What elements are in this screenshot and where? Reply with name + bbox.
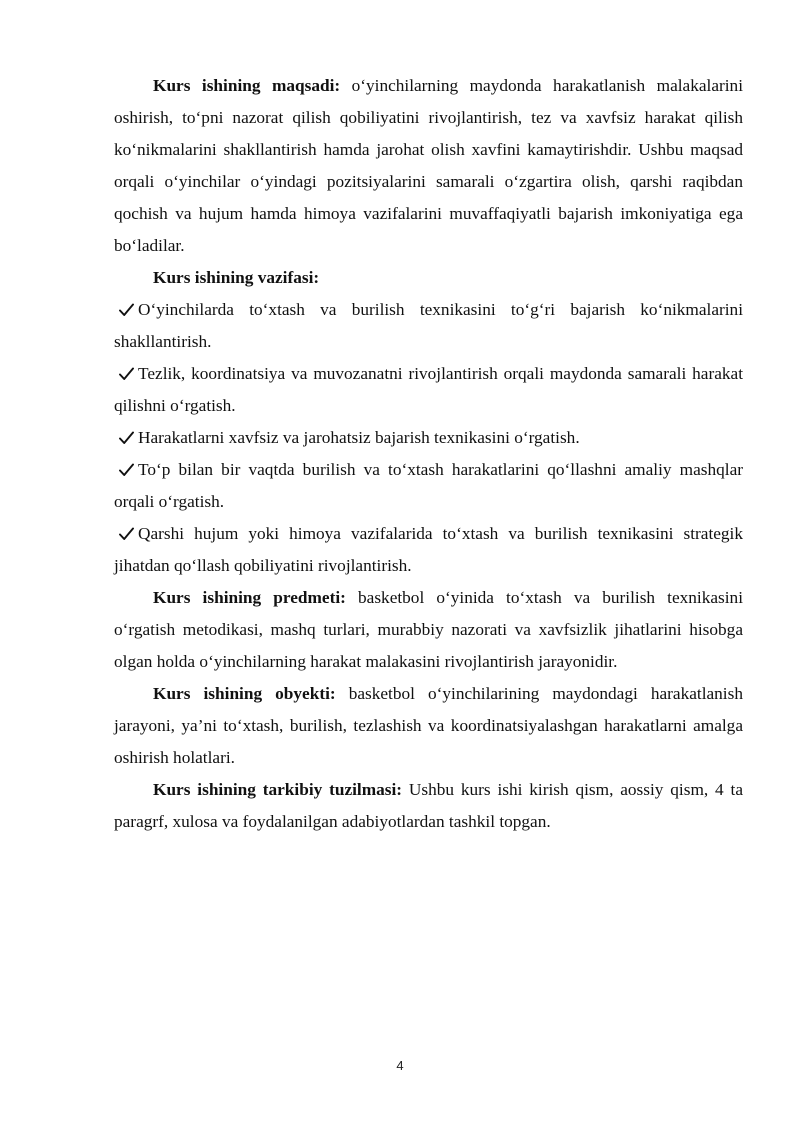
text-maqsadi: o‘yinchilarning maydonda harakatlanish malakalarini oshirish, to‘pni nazorat qilish qobiliyatini rivojlantirish, tez va xavfsiz harakat qilish ko‘nikmalarini shakllantirish hamda jarohat olish xavfini kamaytirishdir. Ushbu maqsad orqali o‘yinchilar o‘yindagi pozitsiyalarini samarali o‘zgartira olish, qarshi raqibdan qochish va hujum hamda himoya vazifalarini muvaffaqiyatli bajarish imkoniyatiga ega bo‘ladilar. bbox=[114, 76, 743, 255]
task-item bbox=[114, 294, 743, 358]
task-item bbox=[114, 422, 743, 454]
document-page bbox=[114, 70, 743, 838]
paragraph-predmeti bbox=[114, 582, 743, 678]
checkmark-icon bbox=[119, 422, 135, 454]
checkmark-icon bbox=[119, 358, 135, 390]
task-item bbox=[114, 454, 743, 518]
page-number: 4 bbox=[396, 1058, 404, 1073]
label-vazifasi: Kurs ishining vazifasi: bbox=[153, 268, 320, 287]
task-text: Qarshi hujum yoki himoya vazifalarida to‘xtash va burilish texnikasini strategik jihatdan qo‘llash qobiliyatini rivojlantirish. bbox=[114, 524, 743, 575]
label-maqsadi: Kurs ishining maqsadi: bbox=[153, 76, 341, 95]
task-item bbox=[114, 518, 743, 582]
label-predmeti: Kurs ishining predmeti: bbox=[153, 588, 346, 607]
task-item bbox=[114, 358, 743, 422]
label-obyekti: Kurs ishining obyekti: bbox=[153, 684, 336, 703]
checkmark-icon bbox=[119, 518, 135, 550]
checkmark-icon bbox=[119, 454, 135, 486]
task-text: Tezlik, koordinatsiya va muvozanatni rivojlantirish orqali maydonda samarali harakat qilishni o‘rgatish. bbox=[114, 364, 743, 415]
text-predmeti: basketbol o‘yinida to‘xtash va burilish texnikasini o‘rgatish metodikasi, mashq turlari, murabbiy nazorati va xavfsizlik jihatlarini hisobga olgan holda o‘yinchilarning harakat malakasini rivojlantirish jarayonidir. bbox=[114, 588, 743, 671]
task-text: Harakatlarni xavfsiz va jarohatsiz bajarish texnikasini o‘rgatish. bbox=[138, 428, 580, 447]
text-tuzilmasi: Ushbu kurs ishi kirish qism, aossiy qism, 4 ta paragrf, xulosa va foydalanilgan adabiyotlardan tashkil topgan. bbox=[114, 780, 744, 831]
task-text: To‘p bilan bir vaqtda burilish va to‘xtash harakatlarini qo‘llashni amaliy mashqlar orqali o‘rgatish. bbox=[114, 460, 743, 511]
paragraph-maqsadi bbox=[114, 70, 743, 262]
task-text: O‘yinchilarda to‘xtash va burilish texnikasini to‘g‘ri bajarish ko‘nikmalarini shakllantirish. bbox=[114, 300, 743, 351]
heading-vazifasi bbox=[114, 262, 743, 294]
text-obyekti: basketbol o‘yinchilarining maydondagi harakatlanish jarayoni, ya’ni to‘xtash, burilish, tezlashish va koordinatsiyalashgan harakatlarni amalga oshirish holatlari. bbox=[114, 684, 743, 767]
paragraph-obyekti bbox=[114, 678, 743, 774]
checkmark-icon bbox=[119, 294, 135, 326]
label-tuzilmasi: Kurs ishining tarkibiy tuzilmasi: bbox=[153, 780, 403, 799]
paragraph-tuzilmasi bbox=[114, 774, 743, 838]
